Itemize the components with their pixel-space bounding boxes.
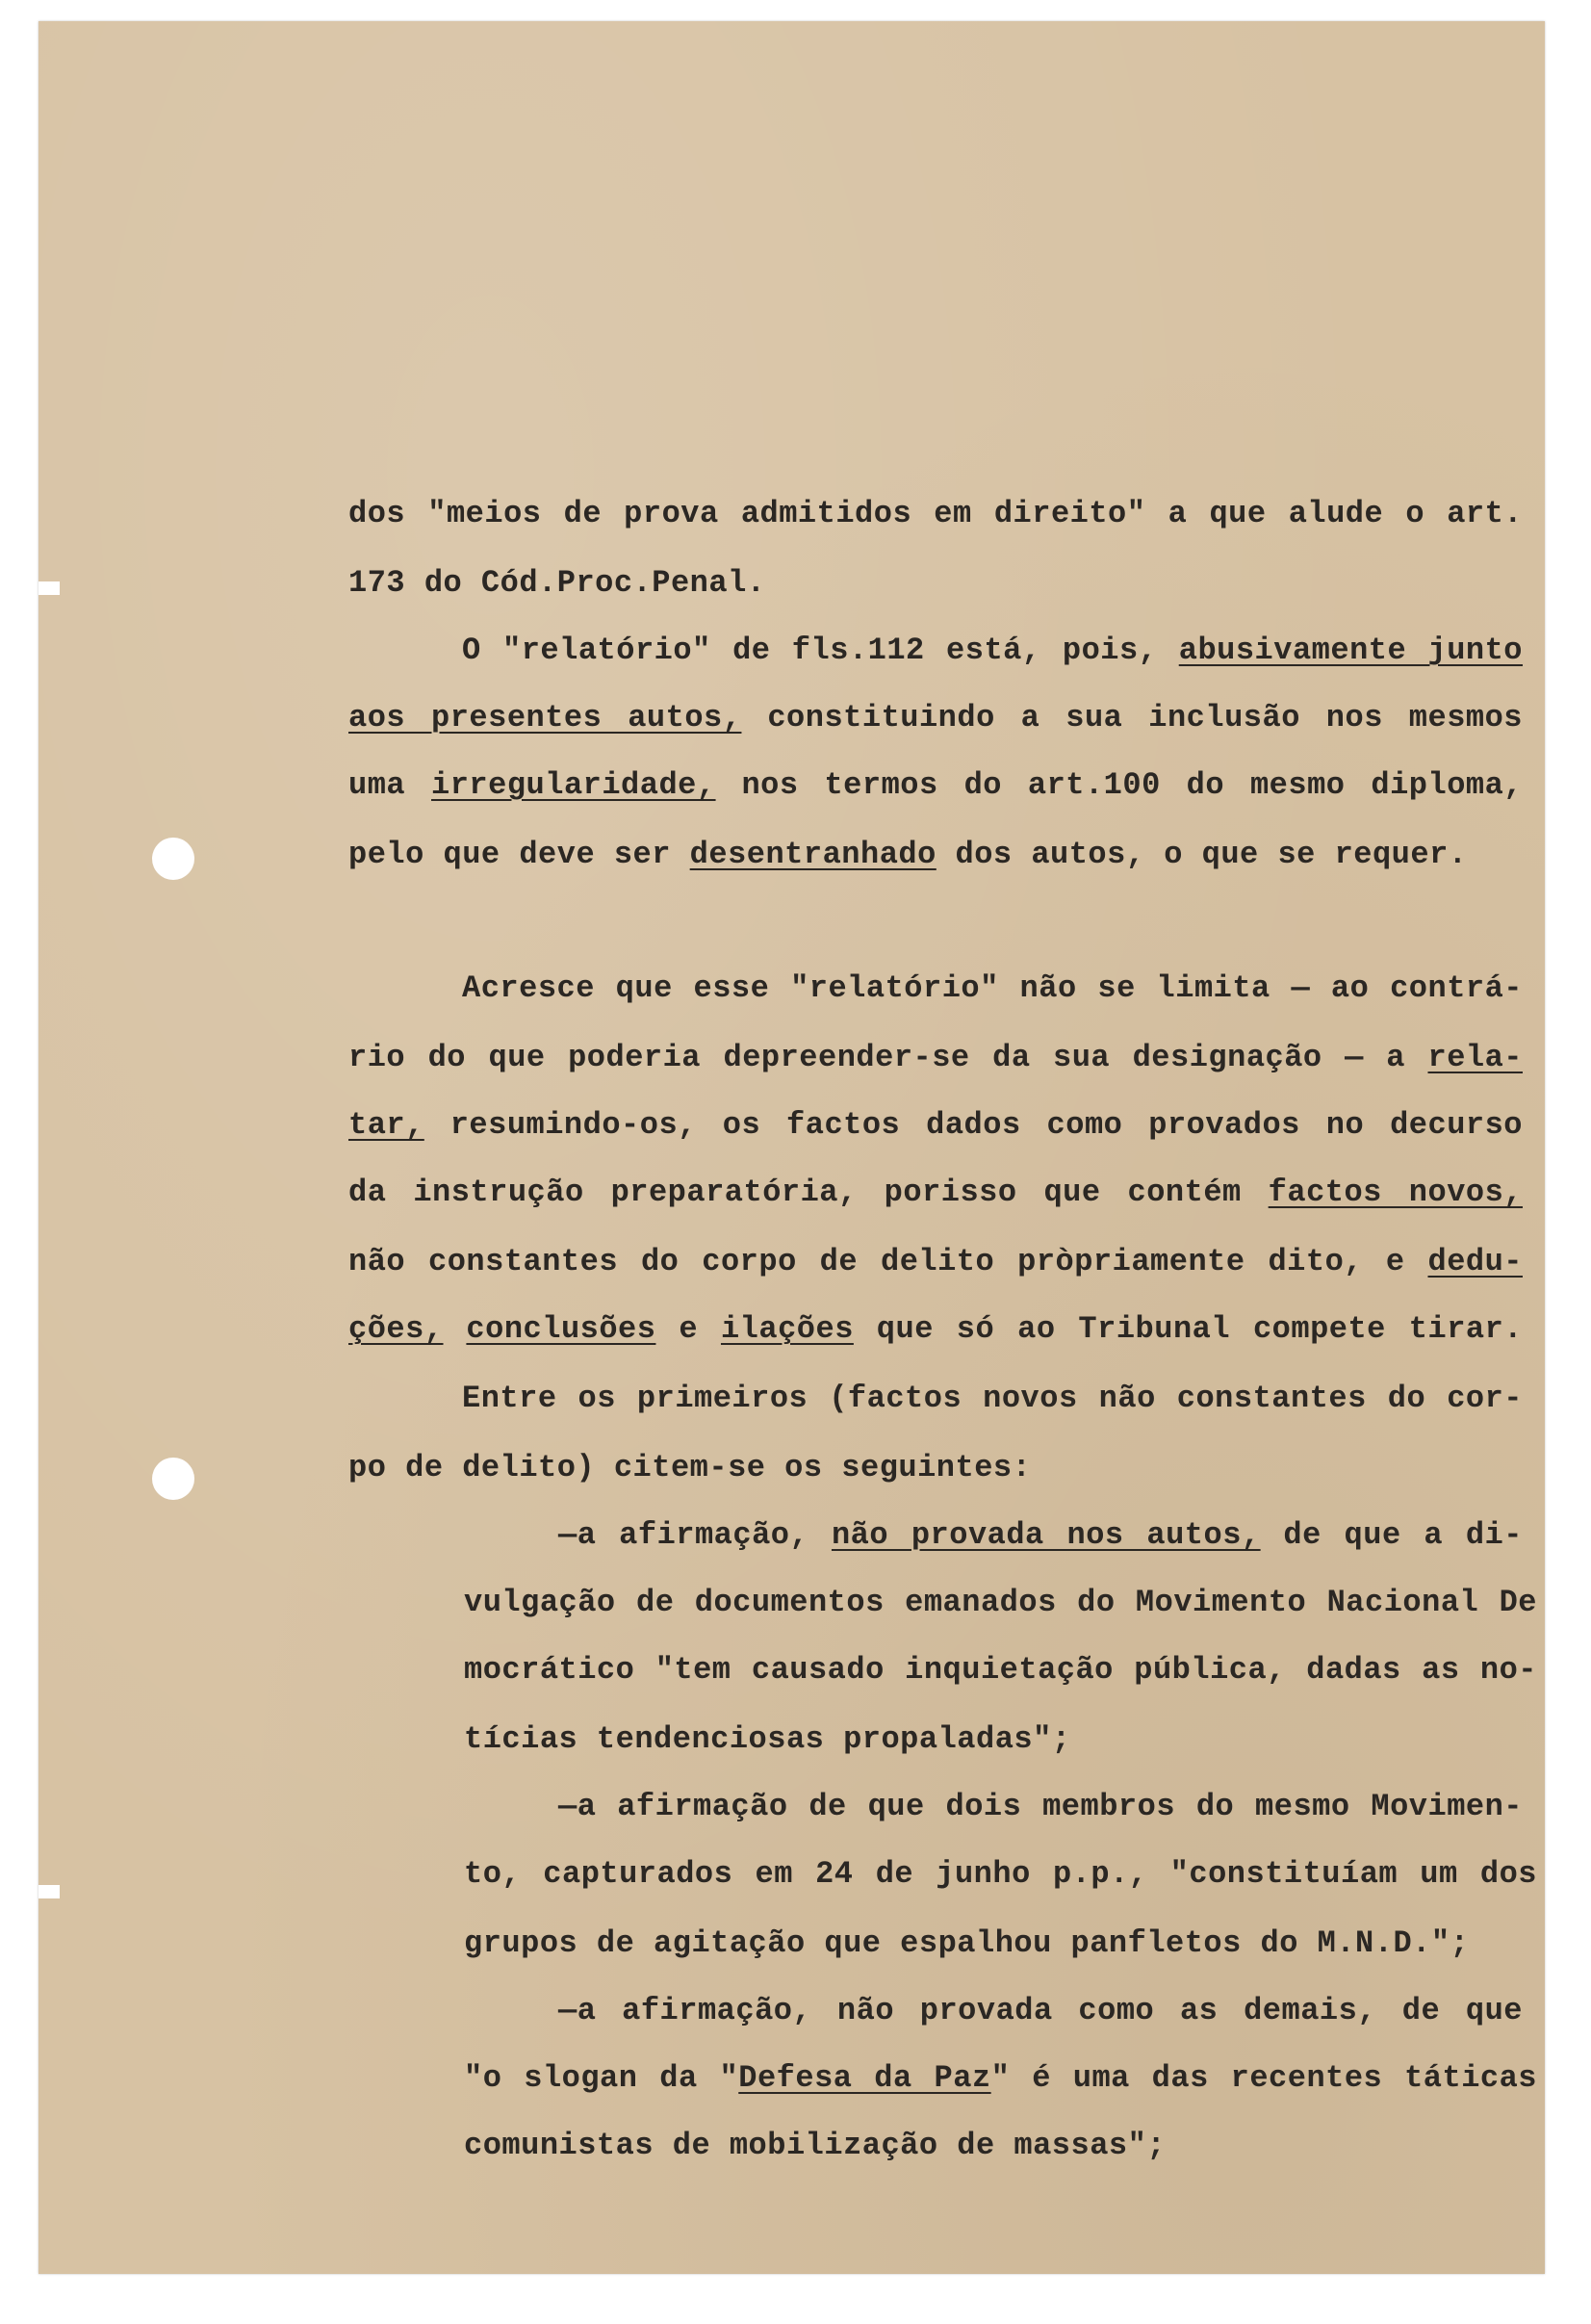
punch-hole-bottom [152,1458,194,1500]
text-line: po de delito) citem-se os seguintes: [348,1450,1032,1485]
text-line: to, capturados em 24 de junho p.p., "constituíam um dos [464,1856,1537,1892]
text-line: ções, conclusões e ilações que só ao Tribunal compete tirar. [348,1311,1524,1347]
text-line: —a afirmação, não provada como as demais, de que [558,1993,1523,2028]
text-line: —a afirmação, não provada nos autos, de que a di- [558,1517,1524,1553]
text-line: "o slogan da "Defesa da Paz" é uma das recentes táticas [464,2060,1538,2096]
text-line: vulgação de documentos emanados do Movimento Nacional De [464,1585,1537,1620]
text-line: tícias tendenciosas propaladas"; [464,1721,1071,1757]
text-line: comunistas de mobilização de massas"; [464,2128,1167,2163]
text-line: não constantes do corpo de delito pròpriamente dito, e dedu- [348,1244,1523,1279]
paper-tear-mark [38,1885,60,1898]
text-line: uma irregularidade, nos termos do art.100 do mesmo diploma, [348,767,1524,803]
paper-tear-mark [38,581,60,595]
text-line: mocrático "tem causado inquietação pública, dadas as no- [464,1652,1537,1688]
text-line: grupos de agitação que espalhou panfletos do M.N.D."; [464,1925,1470,1961]
text-line: pelo que deve ser desentranhado dos autos, o que se requer. [348,837,1468,872]
text-line: tar, resumindo-os, os factos dados como provados no decurso [348,1107,1523,1143]
text-line: O "relatório" de fls.112 está, pois, abusivamente junto [462,633,1524,668]
text-line: Entre os primeiros (factos novos não constantes do cor- [462,1381,1523,1416]
text-line: aos presentes autos, constituindo a sua inclusão nos mesmos [348,700,1524,736]
text-line: rio do que poderia depreender-se da sua designação — a rela- [348,1040,1523,1075]
text-line: Acresce que esse "relatório" não se limita — ao contrá- [462,970,1523,1006]
text-line: —a afirmação de que dois membros do mesmo Movimen- [558,1789,1523,1824]
text-line: da instrução preparatória, porisso que contém factos novos, [348,1175,1524,1210]
text-line: dos "meios de prova admitidos em direito" a que alude o art. [348,496,1523,531]
punch-hole-top [152,838,194,880]
text-line: 173 do Cód.Proc.Penal. [348,565,766,601]
